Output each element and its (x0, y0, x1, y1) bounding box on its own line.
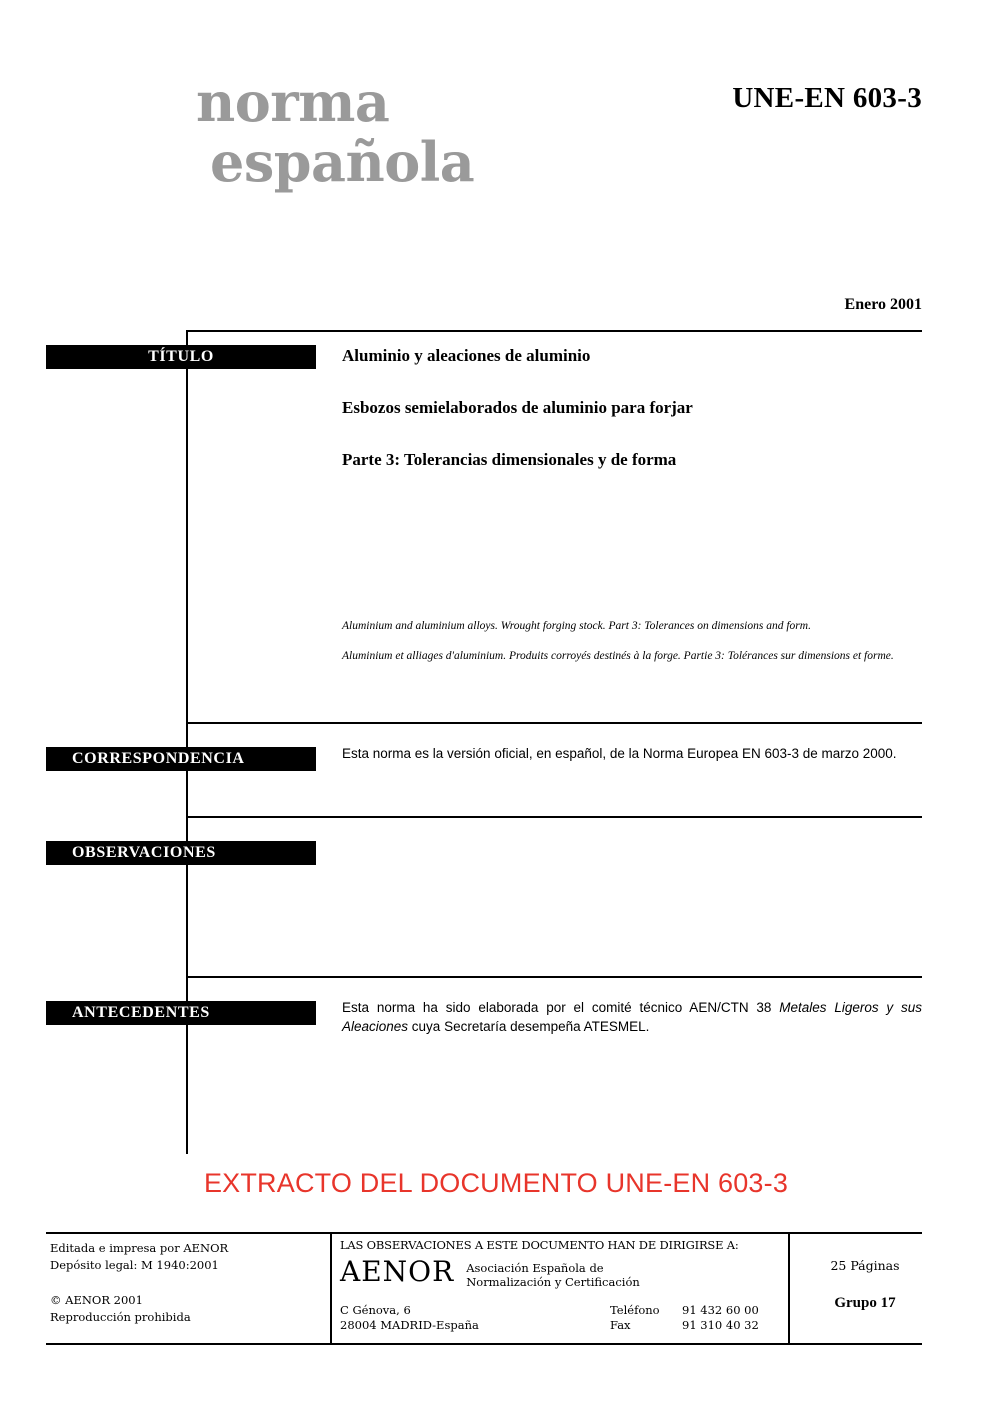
section-content-titulo (342, 346, 922, 502)
section-content-correspondencia (342, 744, 922, 763)
aenor-full-name (466, 1261, 640, 1289)
footer-address-and-phone (340, 1303, 770, 1333)
aenor-name-line-2: Normalización y Certificación (466, 1275, 640, 1289)
page-count: 25 Páginas (830, 1258, 900, 1273)
footer-contact-block (340, 1238, 770, 1333)
group-number: Grupo 17 (834, 1295, 896, 1311)
footer-divider-right (788, 1232, 790, 1345)
footer-tel-label: Teléfono (610, 1303, 660, 1317)
alt-title-english: Aluminium and aluminium alloys. Wrought forging stock. Part 3: Tolerances on dimensions and form. (342, 620, 811, 632)
alt-title-french: Aluminium et alliages d'aluminium. Produits corroyés destinés à la forge. Partie 3: Tolérances sur dimensions et forme. (342, 650, 894, 662)
correspondencia-text: Esta norma es la versión oficial, en español, de la Norma Europea EN 603-3 de marzo 2000. (342, 746, 897, 761)
rule-title-top (186, 330, 922, 332)
footer-phone-labels (610, 1303, 682, 1333)
section-label-observaciones: OBSERVACIONES (46, 841, 316, 865)
footer-copyright: © AENOR 2001 (50, 1293, 143, 1307)
vertical-bar-titulo (186, 330, 188, 722)
antecedentes-text-part1: Esta norma ha sido elaborada por el comité técnico AEN/CTN 38 (342, 1000, 780, 1015)
title-line-1: Aluminio y aleaciones de aluminio (342, 346, 591, 365)
antecedentes-committee-name: Metales Ligeros y sus Aleaciones (342, 1000, 923, 1034)
footer-rule-bottom (46, 1343, 922, 1345)
antecedentes-text-part2: cuya Secretaría desempeña ATESMEL. (408, 1019, 650, 1034)
footer-edited-by: Editada e impresa por AENOR (50, 1241, 229, 1255)
masthead-line-1: norma (196, 70, 390, 134)
title-line-3: Parte 3: Tolerancias dimensionales y de forma (342, 450, 677, 469)
footer-fax-label: Fax (610, 1318, 631, 1332)
masthead-line-2: española (210, 130, 475, 194)
masthead (196, 72, 616, 192)
vertical-bar-observaciones (186, 816, 188, 976)
aenor-name-line-1: Asociación Española de (466, 1261, 604, 1275)
footer-address-line-1: C Génova, 6 (340, 1303, 411, 1317)
document-code: UNE-EN 603-3 (732, 82, 922, 114)
rule-correspondencia-top (186, 722, 922, 724)
section-label-correspondencia: CORRESPONDENCIA (46, 747, 316, 771)
extract-banner: EXTRACTO DEL DOCUMENTO UNE-EN 603-3 (203, 1168, 789, 1198)
footer-tel-value: 91 432 60 00 (682, 1303, 759, 1317)
section-content-antecedentes (342, 998, 922, 1036)
footer-fax-value: 91 310 40 32 (682, 1318, 759, 1332)
footer-legal-deposit: Depósito legal: M 1940:2001 (50, 1258, 219, 1272)
footer-aenor-identity (340, 1256, 770, 1289)
footer-phone-values (682, 1303, 759, 1333)
footer-divider-left (330, 1232, 332, 1345)
antecedentes-text (342, 998, 922, 1036)
footer-publisher-info (50, 1240, 320, 1326)
footer-address (340, 1303, 610, 1333)
footer-observations-notice: LAS OBSERVACIONES A ESTE DOCUMENTO HAN DE DIRIGIRSE A: (340, 1238, 739, 1252)
section-label-antecedentes: ANTECEDENTES (46, 1001, 316, 1025)
section-label-titulo: TÍTULO (46, 345, 316, 369)
alternate-titles (342, 618, 922, 678)
aenor-logo: AENOR (340, 1255, 455, 1288)
footer-page-info (800, 1258, 930, 1312)
title-line-2: Esbozos semielaborados de aluminio para forjar (342, 398, 693, 417)
publication-date: Enero 2001 (844, 296, 922, 313)
footer-rule-top (46, 1232, 922, 1234)
rule-observaciones-top (186, 816, 922, 818)
footer-address-line-2: 28004 MADRID-España (340, 1318, 479, 1332)
rule-antecedentes-top (186, 976, 922, 978)
footer-reproduction-notice: Reproducción prohibida (50, 1310, 191, 1324)
